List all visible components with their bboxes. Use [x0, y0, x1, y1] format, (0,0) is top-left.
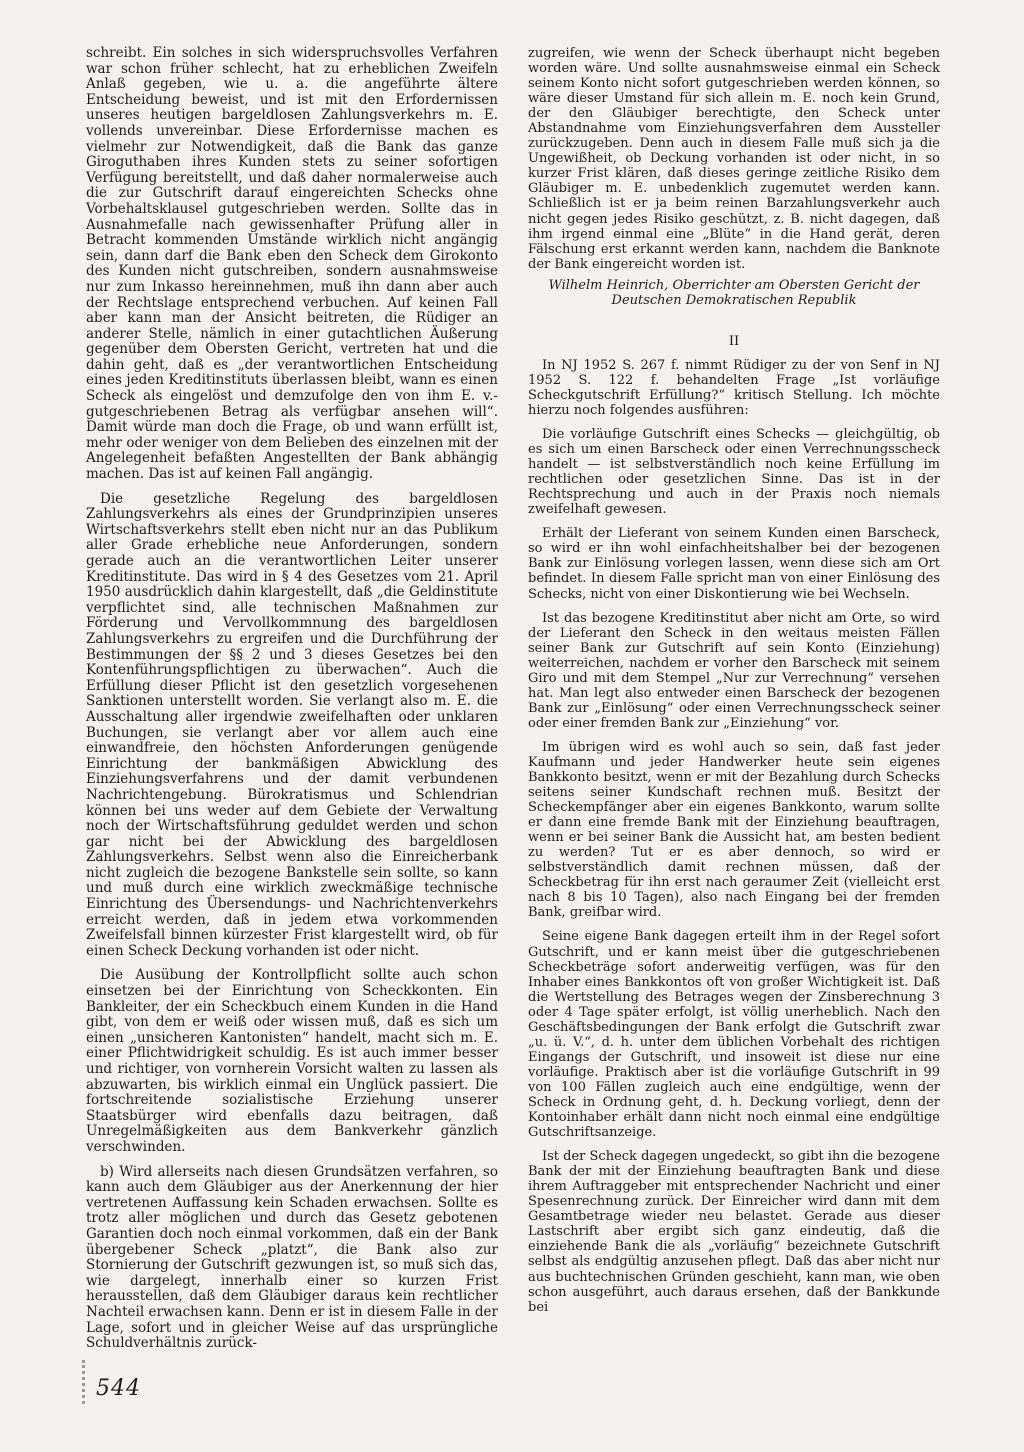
left-column — [86, 46, 498, 1352]
paragraph: Seine eigene Bank dagegen erteilt ihm in der Regel sofort Gutschrift, und er kann meist über die gutgeschriebenen Scheckbeträge sofort anderweitig verfügen, was für den Inhaber eines Bankkontos oft von großer Wichtigkeit ist. Daß die Wertstellung des Betrages wegen der Zinsberechnung 3 oder 4 Tage später erfolgt, ist völlig unerheblich. Nach den Geschäftsbedingungen der Bank erfolgt die Gutschrift zwar „u. ü. V.“, d. h. unter dem üblichen Vorbehalt des richtigen Eingangs der Gutschrift, und insoweit ist diese nur eine vorläufige. Praktisch aber ist die vorläufige Gutschrift in 99 von 100 Fällen zugleich auch eine endgültige, wenn der Scheck in Ordnung geht, d. h. Deckung vorliegt, denn der Kontoinhaber erhält dann nicht noch einmal eine endgültige Gutschriftsanzeige. — [528, 929, 940, 1141]
page-number: 544 — [96, 1376, 141, 1401]
paragraph: Ist der Scheck dagegen ungedeckt, so gibt ihn die bezogene Bank der mit der Einziehung beauftragten Bank und diese ihrem Auftraggeber mit entsprechender Nachricht und einer Spesenrechnung zurück. Der Einreicher wird dann mit dem Gesamtbetrage wieder neu belastet. Gerade aus dieser Lastschrift aber ergibt sich ganz eindeutig, daß die einziehende Bank die als „vorläufig“ bezeichnete Gutschrift selbst als endgültig anzusehen pflegt. Daß das aber nicht nur aus buchtechnischen Gründen geschieht, kann man, wie oben schon ausgeführt, auch daraus ersehen, daß der Bankkunde bei — [528, 1149, 940, 1315]
paragraph: b) Wird allerseits nach diesen Grundsätzen verfahren, so kann auch dem Gläubiger aus der Anerkennung der hier vertretenen Auffassung kein Schaden erwachsen. Sollte es trotz aller möglichen und durch das Gesetz gebotenen Garantien doch noch einmal vorkommen, daß ein der Bank übergebener Scheck „platzt“, die Bank also zur Stornierung der Gutschrift gezwungen ist, so muß sich das, wie dargelegt, innerhalb einer so kurzen Frist herausstellen, daß dem Gläubiger daraus kein rechtlicher Nachteil erwachsen kann. Denn er ist in diesem Falle in der Lage, sofort und in gleicher Weise auf das ursprüngliche Schuldverhältnis zurück- — [86, 1163, 498, 1352]
section-numeral: II — [728, 333, 740, 349]
author-signature: Wilhelm Heinrich, Oberrichter am Obersten Gericht der Deutschen Demokratischen Republik — [548, 277, 920, 308]
right-column — [528, 46, 940, 1315]
paragraph: Die gesetzliche Regelung des bargeldlosen Zahlungsverkehrs als eines der Grundprinzipien unseres Wirtschaftsverkehrs stellt eben nicht nur an das Publikum aller Grade erhebliche neue Anforderungen, sondern gerade auch an die verantwortlichen Leiter unserer Kreditinstitute. Das wird in § 4 des Gesetzes vom 21. April 1950 ausdrücklich dahin klargestellt, daß „die Geldinstitute verpflichtet sind, alle technischen Maßnahmen zur Förderung und Vervollkommnung des bargeldlosen Zahlungsverkehrs zu ergreifen und die Durchführung der Bestimmungen der §§ 2 und 3 dieses Gesetzes bei den Kontenführungspflichtigen zu überwachen“. Auch die Erfüllung dieser Pflicht ist den gesetzlich vorgesehenen Sanktionen unterstellt worden. Sie verlangt also m. E. die Ausschaltung aller irgendwie zweifelhaften oder unklaren Buchungen, sie verlangt aber vor allem auch eine einwandfreie, den höchsten Anforderungen genügende Einrichtung der bankmäßigen Abwicklung des Einziehungsverfahrens und der damit verbundenen Nachrichtengebung. Bürokratismus und Schlendrian können bei uns weder auf dem Gebiete der Verwaltung noch der Wirtschaftsführung geduldet werden und schon gar nicht bei der Abwicklung des bargeldlosen Zahlungsverkehrs. Selbst wenn also die Einreicherbank nicht zugleich die bezogene Bankstelle sein sollte, so kann und muß durch eine wirklich zweckmäßige technische Einrichtung des Übersendungs- und Nachrichtenverkehrs erreicht werden, daß in jedem etwa vorkommenden Zweifelsfall binnen kürzester Frist klargestellt wird, ob für einen Scheck Deckung vorhanden ist oder nicht. — [86, 490, 498, 959]
paragraph: Erhält der Lieferant von seinem Kunden einen Barscheck, so wird er ihn wohl einfachheitshalber bei der bezogenen Bank zur Einlösung vorlegen lassen, wenn diese sich am Ort befindet. In diesem Falle spricht man von einer Einlösung des Schecks, nicht von einer Diskontierung wie bei Wechseln. — [528, 526, 940, 602]
ink-smudge — [82, 1360, 97, 1404]
paragraph: Ist das bezogene Kreditinstitut aber nicht am Orte, so wird der Lieferant den Scheck in den weitaus meisten Fällen seiner Bank zur Gutschrift auf sein Konto (Einziehung) weiterreichen, nachdem er vorher den Barscheck mit seinem Giro und mit dem Stempel „Nur zur Verrechnung“ versehen hat. Man legt also entweder einen Barscheck der bezogenen Bank zur „Einlösung“ oder einen Verrechnungsscheck seiner oder einer fremden Bank zur „Einziehung“ vor. — [528, 610, 940, 731]
paragraph: zugreifen, wie wenn der Scheck überhaupt nicht begeben worden wäre. Und sollte ausnahmsweise einmal ein Scheck seinem Konto nicht sofort gutgeschrieben werden können, so wäre dieser Umstand für sich allein m. E. noch kein Grund, der den Gläubiger berechtigte, den Scheck unter Abstandnahme vom Einziehungsverfahren dem Aussteller zurückzugeben. Denn auch in diesem Falle muß sich ja die Ungewißheit, ob Deckung vorhanden ist oder nicht, in so kurzer Frist klären, daß dieses geringe zeitliche Risiko dem Gläubiger m. E. unbedenklich zugemutet werden kann. Schließlich ist er ja beim reinen Barzahlungsverkehr auch nicht gegen jedes Risiko geschützt, z. B. nicht dagegen, daß ihm irgend einmal eine „Blüte“ in die Hand gerät, deren Fälschung erst erkannt werden kann, nachdem die Banknote der Bank eingereicht worden ist. — [528, 46, 940, 272]
paragraph: Im übrigen wird es wohl auch so sein, daß fast jeder Kaufmann und jeder Handwerker heute sein eigenes Bankkonto besitzt, wenn er mit der Bezahlung durch Schecks seitens seiner Kundschaft rechnen muß. Besitzt der Scheckempfänger aber ein eigenes Bankkonto, warum sollte er dann eine fremde Bank mit der Einziehung beauftragen, wenn er bei seiner Bank die Aussicht hat, am besten bedient zu werden? Tut er es aber dennoch, so wird er selbstverständlich damit rechnen müssen, daß der Scheckbetrag für ihn erst nach geraumer Zeit (vielleicht erst nach 8 bis 10 Tagen), also nach Eingang bei der fremden Bank, greifbar wird. — [528, 739, 940, 921]
paragraph: Die vorläufige Gutschrift eines Schecks — gleichgültig, ob es sich um einen Barscheck oder einen Verrechnungsscheck handelt — ist selbstverständlich noch keine Erfüllung im rechtlichen oder gesetzlichen Sinne. Das ist in der Rechtsprechung und auch in der Praxis noch niemals zweifelhaft gewesen. — [528, 427, 940, 518]
paragraph: Die Ausübung der Kontrollpflicht sollte auch schon einsetzen bei der Einrichtung von Scheckkonten. Ein Bankleiter, der ein Scheckbuch einem Kunden in die Hand gibt, von dem er weiß oder wissen muß, daß es sich um einen „unsicheren Kantonisten“ handelt, macht sich m. E. einer Pflichtwidrigkeit schuldig. Es ist auch immer besser und richtiger, von vornherein Vorsicht walten zu lassen als abzuwarten, bis wirklich einmal ein Unglück passiert. Die fortschreitende sozialistische Erziehung unserer Staatsbürger wird ebenfalls dazu beitragen, daß Unregelmäßigkeiten aus dem Bankverkehr gänzlich verschwinden. — [86, 967, 498, 1155]
paragraph: schreibt. Ein solches in sich widerspruchsvolles Verfahren war schon früher schlecht, hat zu erheblichen Zweifeln Anlaß gegeben, wie u. a. die angeführte ältere Entscheidung beweist, und ist mit den Erfordernissen unseres heutigen bargeldlosen Zahlungsverkehrs m. E. vollends unvereinbar. Diese Erfordernisse machen es vielmehr zur Notwendigkeit, daß die Bank das ganze Giroguthaben ihres Kunden stets zu seiner sofortigen Verfügung bereitstellt, und daß daher normalerweise auch die zur Gutschrift darauf eingereichten Schecks ohne Vorbehaltsklausel gutgeschrieben werden. Sollte das in Ausnahmefalle nach gewissenhafter Prüfung aller in Betracht kommenden Umstände wirklich nicht angängig sein, dann darf die Bank eben den Scheck dem Girokonto des Kunden nicht gutschreiben, sondern ausnahmsweise nur zum Inkasso hereinnehmen, muß ihn dann aber auch der Rechtslage entsprechend verbuchen. Auf keinen Fall aber kann man der Ansicht beitreten, die Rüdiger an anderer Stelle, nämlich in einer gutachtlichen Äußerung gegenüber dem Obersten Gericht, vertreten hat und die dahin geht, daß es „der verantwortlichen Entscheidung eines jeden Kreditinstituts überlassen bleibt, wann es einen Scheck als eingelöst und demzufolge den von ihm E. v.-gutgeschriebenen Betrag als verfügbar ansehen will“. Damit würde man doch die Frage, ob und wann erfüllt ist, mehr oder weniger von dem Belieben des einzelnen mit der Angelegenheit befaßten Angestellten der Bank abhängig machen. Das ist auf keinen Fall angängig. — [86, 45, 498, 483]
paragraph: In NJ 1952 S. 267 f. nimmt Rüdiger zu der von Senf in NJ 1952 S. 122 f. behandelten Frage „Ist vorläufige Scheckgutschrift Erfüllung?“ kritisch Stellung. Ich möchte hierzu noch folgendes ausführen: — [528, 357, 940, 418]
